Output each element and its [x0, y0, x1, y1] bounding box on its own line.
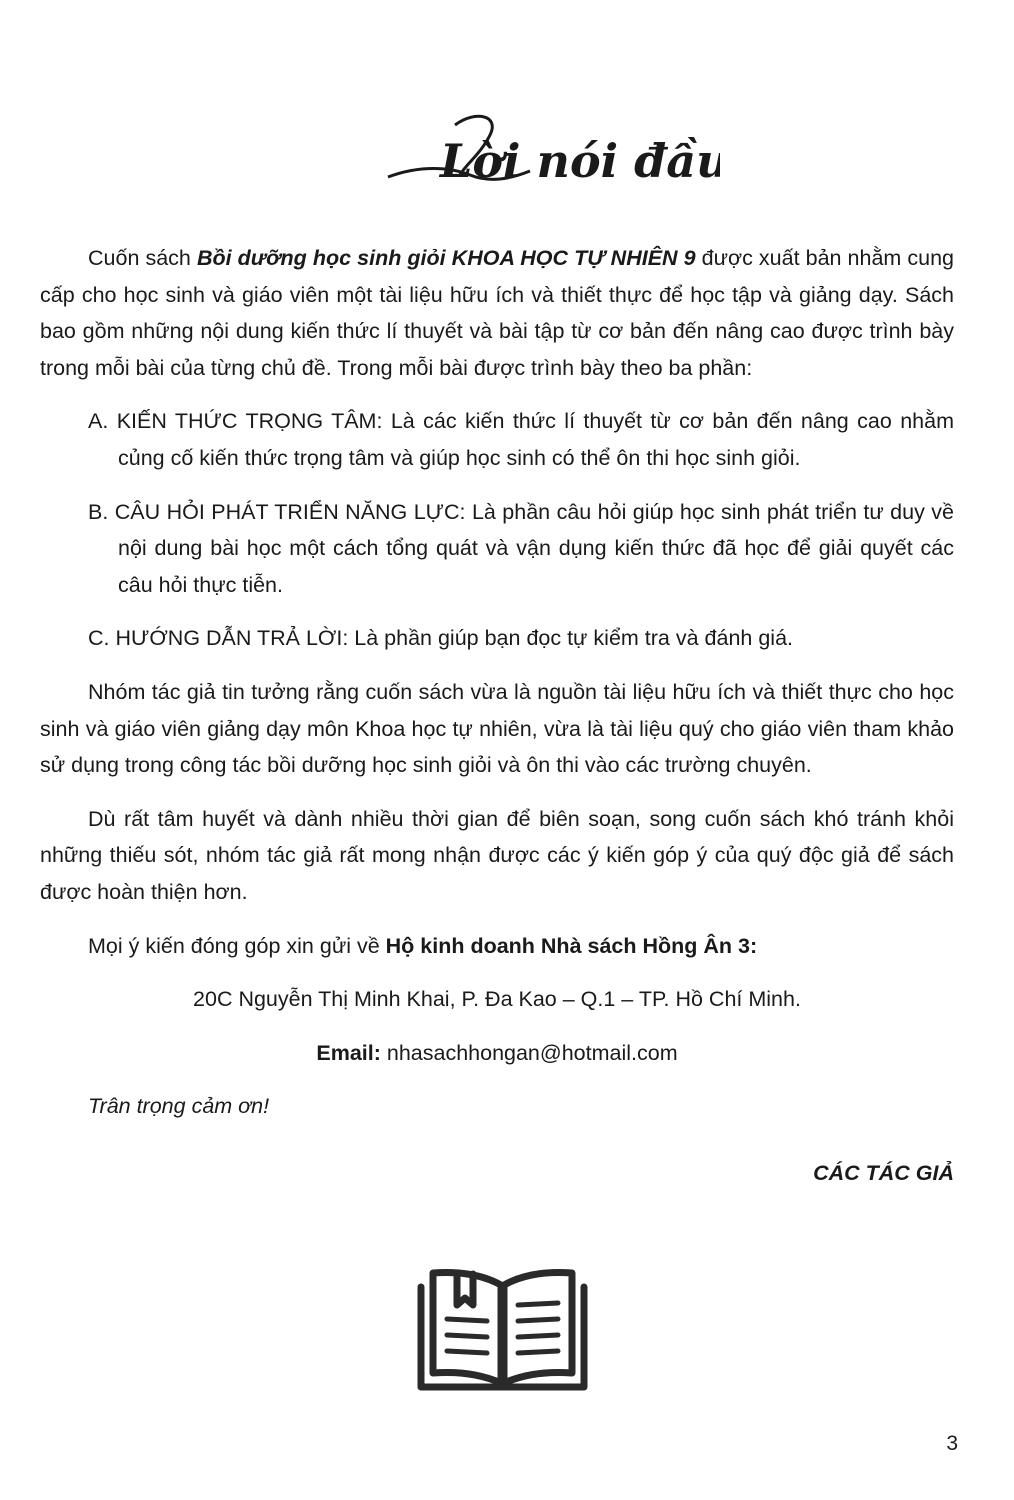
- thanks-text: Trân trọng cảm ơn!: [88, 1094, 270, 1119]
- contact-intro: Mọi ý kiến đóng góp xin gửi về: [88, 933, 386, 958]
- intro-text-1: Cuốn sách: [88, 246, 197, 270]
- title-calligraphy: [380, 105, 720, 195]
- book-title: Bồi dưỡng học sinh giỏi KHOA HỌC TỰ NHIÊN 9: [196, 246, 696, 270]
- email-address: nhasachhongan@hotmail.com: [380, 1040, 678, 1065]
- address: 20C Nguyễn Thị Minh Khai, P. Đa Kao – Q.1 – TP. Hồ Chí Minh.: [193, 987, 801, 1012]
- title-text: Lời nói đầu: [440, 134, 720, 188]
- open-book-icon: [415, 1265, 590, 1395]
- paragraph-2: Nhóm tác giả tin tưởng rằng cuốn sách vừa là nguồn tài liệu hữu ích và thiết thực cho học sinh và giáo viên giảng dạy môn Khoa học tự nhiên, vừa là tài liệu quý cho giáo viên tham khảo sử dụng trong công tác bồi dưỡng học sinh giỏi và ôn thi vào các trường chuyên.: [40, 679, 954, 778]
- intro-text-2: được xuất bản nhằm cung cấp cho học sinh và giáo viên một tài liệu hữu ích và thiết thực để học tập và giảng dạy. Sách bao gồm những nội dung kiến thức lí thuyết và bài tập từ cơ bản đến nâng cao được trình bày trong mỗi bài của từng chủ đề. Trong mỗi bài được trình bày theo ba phần:: [40, 246, 955, 380]
- section-item: A. KIẾN THỨC TRỌNG TÂM: Là các kiến thức lí thuyết từ cơ bản đến nâng cao nhằm củng cố kiến thức trọng tâm và giúp học sinh có thể ôn thi học sinh giỏi.: [88, 409, 954, 470]
- page-title: [380, 105, 720, 195]
- publisher-name: Hộ kinh doanh Nhà sách Hồng Ân 3:: [385, 933, 758, 958]
- section-item: C. HƯỚNG DẪN TRẢ LỜI: Là phần giúp bạn đọc tự kiểm tra và đánh giá.: [88, 626, 793, 651]
- intro-paragraph: [40, 240, 954, 386]
- section-item: B. CÂU HỎI PHÁT TRIỂN NĂNG LỰC: Là phần câu hỏi giúp học sinh phát triển tư duy về nội dung bài học một cách tổng quát và vận dụng kiến thức đã học để giải quyết các câu hỏi thực tiễn.: [88, 499, 954, 597]
- contact-line: [40, 928, 954, 965]
- preface-body: [40, 240, 954, 1191]
- authors-signature: CÁC TÁC GIẢ: [813, 1160, 954, 1185]
- paragraph-3: Dù rất tâm huyết và dành nhiều thời gian để biên soạn, song cuốn sách khó tránh khỏi những thiếu sót, nhóm tác giả rất mong nhận được các ý kiến góp ý của quý độc giả để sách được hoàn thiện hơn.: [40, 806, 954, 904]
- email-line: [40, 1035, 954, 1072]
- email-label: Email:: [316, 1040, 381, 1065]
- page-number: 3: [946, 1432, 958, 1455]
